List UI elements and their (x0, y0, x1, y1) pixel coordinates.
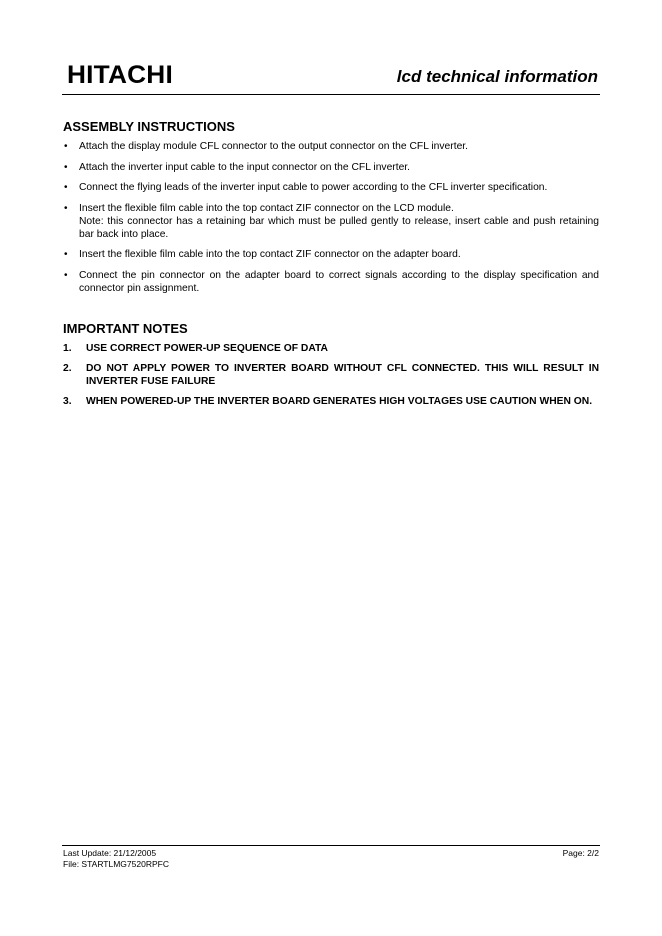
page-number: Page: 2/2 (562, 848, 599, 858)
bullet-icon: • (64, 182, 68, 193)
list-item-text: Insert the flexible film cable into the top contact ZIF connector on the adapter board. (79, 249, 461, 260)
note-text: USE CORRECT POWER-UP SEQUENCE OF DATA (86, 343, 328, 354)
hitachi-logo: HITACHI (67, 61, 173, 89)
assembly-instructions-list (63, 140, 599, 302)
list-item (63, 161, 599, 174)
list-item-text: Connect the flying leads of the inverter input cable to power according to the CFL inverter specification. (79, 182, 548, 193)
list-item-text: Connect the pin connector on the adapter board to correct signals according to the display specification and connector pin assignment. (79, 269, 599, 294)
list-item-text: Insert the flexible film cable into the top contact ZIF connector on the LCD module. (79, 202, 454, 214)
footer-info (63, 848, 169, 870)
bullet-icon: • (64, 141, 68, 152)
list-item-text: Attach the inverter input cable to the input connector on the CFL inverter. (79, 161, 411, 173)
note-number: 2. (63, 363, 72, 374)
list-item-text: Attach the display module CFL connector to the output connector on the CFL inverter. (79, 141, 469, 152)
important-notes-heading: IMPORTANT NOTES (63, 321, 188, 336)
note-number: 3. (63, 396, 72, 407)
list-item (63, 202, 599, 241)
list-item (63, 181, 599, 194)
list-item (63, 140, 599, 153)
assembly-instructions-heading: ASSEMBLY INSTRUCTIONS (63, 119, 235, 134)
list-item (63, 248, 599, 261)
footer-divider (62, 845, 600, 846)
bullet-icon: • (64, 161, 68, 173)
note-item (63, 395, 599, 408)
bullet-icon: • (64, 269, 68, 281)
bullet-icon: • (64, 249, 68, 260)
note-item (63, 342, 599, 355)
list-item (63, 269, 599, 295)
note-text: WHEN POWERED-UP THE INVERTER BOARD GENERATES HIGH VOLTAGES USE CAUTION WHEN ON. (86, 396, 593, 407)
page-header (62, 56, 600, 95)
note-number: 1. (63, 343, 72, 354)
note-item (63, 362, 599, 388)
last-update-text: Last Update: 21/12/2005 (63, 848, 157, 858)
list-item-note: Note: this connector has a retaining bar which must be pulled gently to release, insert cable and push retaining bar back into place. (79, 215, 599, 240)
file-name-text: File: STARTLMG7520RPFC (63, 859, 169, 869)
document-type-title: lcd technical information (396, 67, 598, 86)
bullet-icon: • (64, 202, 68, 214)
important-notes-list (63, 342, 599, 415)
note-text: DO NOT APPLY POWER TO INVERTER BOARD WITHOUT CFL CONNECTED. THIS WILL RESULT IN INVERTER FUSE FAILURE (86, 363, 599, 387)
